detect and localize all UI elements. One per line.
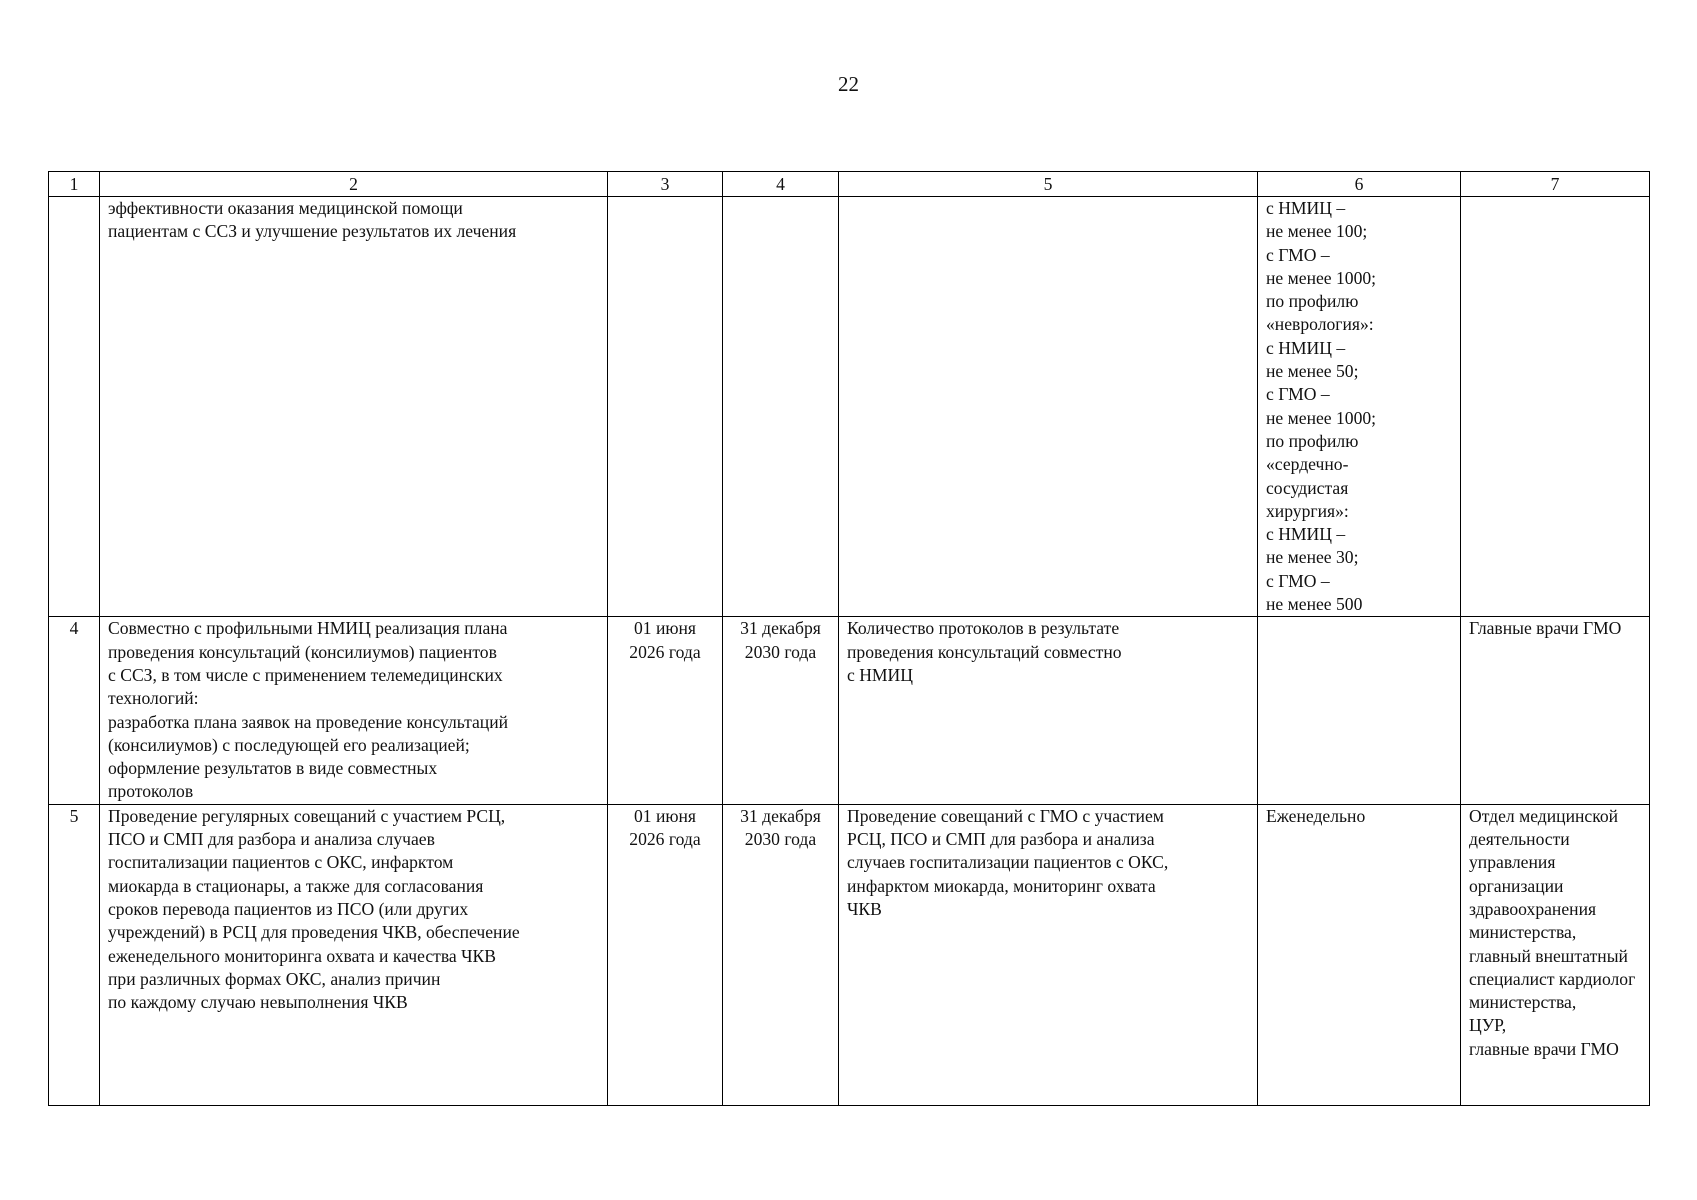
column-header: 4 [723, 172, 839, 197]
value-cell: Еженедельно [1258, 804, 1461, 1105]
table-row [49, 617, 1650, 804]
activity-cell: Проведение регулярных совещаний с участием РСЦ, ПСО и СМП для разбора и анализа случаев госпитализации пациентов с ОКС, инфарктом миокарда в стационары, а также для согласования сроков перевода пациентов из ПСО (или других учреждений) в РСЦ для проведения ЧКВ, обеспечение еженедельного мониторинга охвата и качества ЧКВ при различных формах ОКС, анализ причин по каждому случаю невыполнения ЧКВ [100, 804, 608, 1105]
value-cell [1258, 617, 1461, 804]
table-row [49, 804, 1650, 1105]
start-date-cell [608, 197, 723, 617]
column-header: 3 [608, 172, 723, 197]
row-number-cell: 4 [49, 617, 100, 804]
start-date-cell: 01 июня 2026 года [608, 804, 723, 1105]
header-row [49, 172, 1650, 197]
activity-cell: эффективности оказания медицинской помощи пациентам с ССЗ и улучшение результатов их лечения [100, 197, 608, 617]
row-number-cell: 5 [49, 804, 100, 1105]
end-date-cell: 31 декабря 2030 года [723, 804, 839, 1105]
indicator-cell: Проведение совещаний с ГМО с участием РСЦ, ПСО и СМП для разбора и анализа случаев госпитализации пациентов с ОКС, инфарктом миокарда, мониторинг охвата ЧКВ [839, 804, 1258, 1105]
plan-table [48, 171, 1650, 1106]
page-number: 22 [838, 72, 859, 96]
table-row [49, 197, 1650, 617]
row-number-cell [49, 197, 100, 617]
indicator-cell: Количество протоколов в результате проведения консультаций совместно с НМИЦ [839, 617, 1258, 804]
activity-cell: Совместно с профильными НМИЦ реализация плана проведения консультаций (консилиумов) пациентов с ССЗ, в том числе с применением телемедицинских технологий: разработка плана заявок на проведение консультаций (консилиумов) с последующей его реализацией; оформление результатов в виде совместных протоколов [100, 617, 608, 804]
end-date-cell: 31 декабря 2030 года [723, 617, 839, 804]
responsible-cell: Отдел медицинской деятельности управления организации здравоохранения министерства, главный внештатный специалист кардиолог министерства, ЦУР, главные врачи ГМО [1461, 804, 1650, 1105]
indicator-cell [839, 197, 1258, 617]
start-date-cell: 01 июня 2026 года [608, 617, 723, 804]
column-header: 1 [49, 172, 100, 197]
column-header: 7 [1461, 172, 1650, 197]
column-header: 6 [1258, 172, 1461, 197]
end-date-cell [723, 197, 839, 617]
value-cell: с НМИЦ – не менее 100; с ГМО – не менее 1000; по профилю «неврология»: с НМИЦ – не менее 50; с ГМО – не менее 1000; по профилю «сердечно- сосудистая хирургия»: с НМИЦ – не менее 30; с ГМО – не менее 500 [1258, 197, 1461, 617]
responsible-cell [1461, 197, 1650, 617]
column-header: 2 [100, 172, 608, 197]
column-header: 5 [839, 172, 1258, 197]
responsible-cell: Главные врачи ГМО [1461, 617, 1650, 804]
